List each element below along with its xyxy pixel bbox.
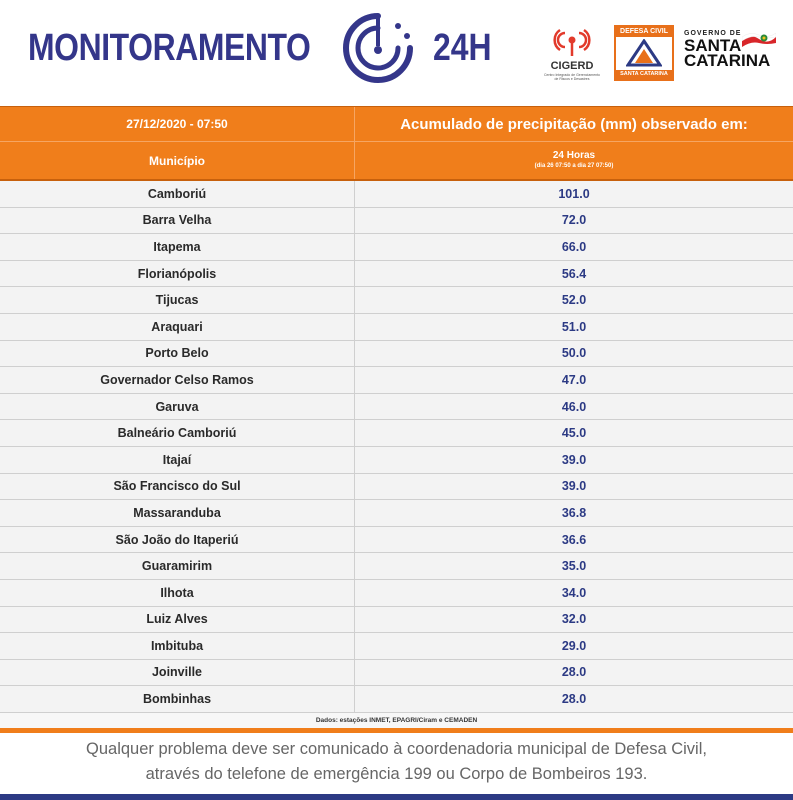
- table-row: [0, 287, 793, 314]
- defesa-civil-logo: [614, 25, 674, 81]
- municipio-name: Porto Belo: [0, 341, 355, 367]
- table-row: [0, 580, 793, 607]
- municipio-name: Garuva: [0, 394, 355, 420]
- precipitation-value: 56.4: [561, 266, 587, 281]
- precipitation-value: 45.0: [561, 426, 587, 441]
- orange-separator: [0, 728, 793, 733]
- precipitation-value: 29.0: [561, 638, 587, 653]
- table-row: [0, 420, 793, 447]
- precipitation-value: 35.0: [561, 559, 587, 574]
- table-header-row-2: [0, 142, 793, 181]
- municipio-name: Guaramirim: [0, 553, 355, 579]
- table-row: [0, 341, 793, 368]
- governo-logo-line3: CATARINA: [684, 51, 771, 70]
- precipitation-value: 36.6: [561, 532, 587, 547]
- table-row: [0, 474, 793, 501]
- precipitation-value: 52.0: [561, 293, 587, 308]
- table-row: [0, 234, 793, 261]
- municipio-name: Barra Velha: [0, 208, 355, 234]
- column-header-period: [355, 142, 793, 179]
- governo-logo-line2: SANTA: [684, 36, 742, 55]
- page-header: [0, 0, 793, 106]
- table-heading: Acumulado de precipitação (mm) observado em:: [400, 115, 748, 133]
- table-row: [0, 261, 793, 288]
- municipio-name: Governador Celso Ramos: [0, 367, 355, 393]
- report-datetime: 27/12/2020 - 07:50: [0, 107, 355, 141]
- table-row: [0, 607, 793, 634]
- municipio-name: Ilhota: [0, 580, 355, 606]
- municipio-name: Camboriú: [0, 181, 355, 207]
- precipitation-value: 39.0: [561, 452, 587, 467]
- table-row: [0, 181, 793, 208]
- footer-notice-line1: Qualquer problema deve ser comunicado à coordenadoria municipal de Defesa Civil,: [86, 740, 707, 758]
- precipitation-value: 36.8: [561, 505, 587, 520]
- footer-notice: [0, 737, 793, 787]
- defesa-civil-triangle-icon: [626, 39, 662, 67]
- brand-title: MONITORAMENTO: [28, 27, 311, 69]
- period-title: 24 Horas: [552, 150, 596, 161]
- brand-24h: 24H: [433, 27, 492, 69]
- table-row: [0, 527, 793, 554]
- precipitation-value: 46.0: [561, 399, 587, 414]
- table-row: [0, 686, 793, 713]
- table-row: [0, 660, 793, 687]
- precipitation-value: 51.0: [561, 319, 587, 334]
- municipio-name: Luiz Alves: [0, 607, 355, 633]
- municipio-name: São Francisco do Sul: [0, 474, 355, 500]
- municipio-name: Imbituba: [0, 633, 355, 659]
- precipitation-value: 28.0: [561, 692, 587, 707]
- precipitation-value: 101.0: [558, 186, 590, 201]
- precipitation-value: 39.0: [561, 479, 587, 494]
- municipio-name: Tijucas: [0, 287, 355, 313]
- precipitation-value: 66.0: [561, 239, 587, 254]
- municipio-name: Florianópolis: [0, 261, 355, 287]
- table-row: [0, 208, 793, 235]
- period-subtitle: (dia 26 07:50 a dia 27 07:50): [534, 163, 614, 169]
- monitoring-radar-icon: [340, 10, 416, 86]
- municipio-name: Itajaí: [0, 447, 355, 473]
- column-header-municipio: Município: [0, 142, 355, 179]
- defesa-civil-logo-bottom: SANTA CATARINA: [616, 70, 672, 79]
- municipio-name: Araquari: [0, 314, 355, 340]
- table-row: [0, 447, 793, 474]
- municipio-name: Bombinhas: [0, 686, 355, 712]
- precipitation-value: 28.0: [561, 665, 587, 680]
- table-row: [0, 314, 793, 341]
- bottom-bar: [0, 794, 793, 800]
- precipitation-value: 50.0: [561, 346, 587, 361]
- municipio-name: Balneário Camboriú: [0, 420, 355, 446]
- data-source: Dados: estações INMET, EPAGRI/Ciram e CEMADEN: [0, 713, 793, 730]
- municipio-name: Itapema: [0, 234, 355, 260]
- table-row: [0, 633, 793, 660]
- footer-notice-line2: através do telefone de emergência 199 ou Corpo de Bombeiros 193.: [145, 765, 648, 783]
- governo-logo-line1: GOVERNO DE: [684, 30, 742, 37]
- precipitation-value: 72.0: [561, 213, 587, 228]
- table-row: [0, 394, 793, 421]
- municipio-name: Joinville: [0, 660, 355, 686]
- governo-sc-logo: [684, 30, 784, 74]
- precipitation-value: 34.0: [561, 585, 587, 600]
- precipitation-value: 32.0: [561, 612, 587, 627]
- cigerd-logo-name: CIGERD: [550, 60, 594, 72]
- sc-flag-icon: [742, 31, 776, 47]
- table-row: [0, 553, 793, 580]
- defesa-civil-logo-top: DEFESA CIVIL: [616, 27, 672, 37]
- table-row: [0, 367, 793, 394]
- cigerd-logo-subtitle: Centro Integrado de Gerenciamento de Riscos e Desastres: [543, 73, 601, 81]
- table-row: [0, 500, 793, 527]
- municipio-name: São João do Itaperiú: [0, 527, 355, 553]
- municipio-name: Massaranduba: [0, 500, 355, 526]
- precipitation-value: 47.0: [561, 372, 587, 387]
- precipitation-table: [0, 106, 793, 730]
- table-body: [0, 181, 793, 713]
- table-header-row-1: [0, 106, 793, 142]
